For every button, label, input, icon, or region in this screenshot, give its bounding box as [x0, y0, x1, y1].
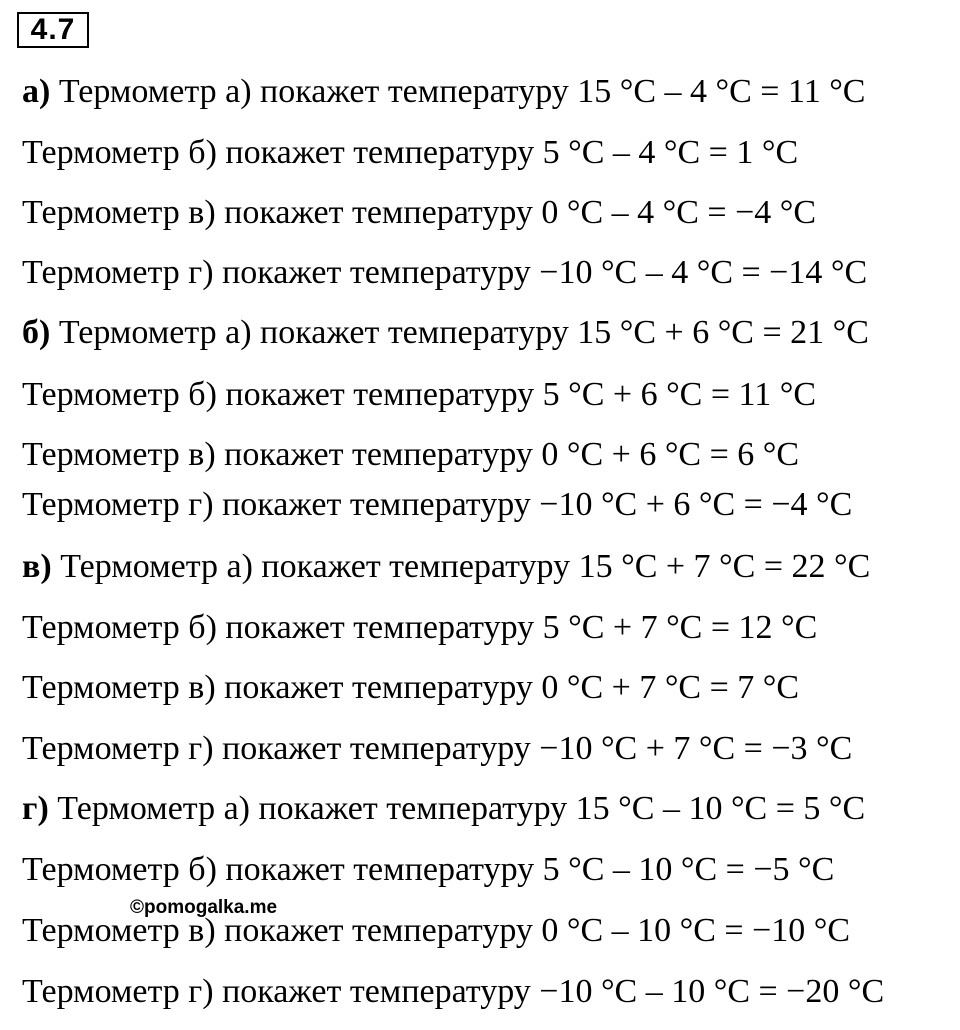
solution-line — [22, 547, 870, 587]
line-text: Термометр г) покажет температуру −10 °С – 10 °С = −20 °С — [22, 973, 885, 1010]
line-text: Термометр в) покажет температуру 0 °С – 10 °С = −10 °С — [22, 912, 851, 949]
line-text: Термометр а) покажет температуру 15 °С – 4 °С = 11 °С — [58, 73, 866, 110]
line-text: Термометр в) покажет температуру 0 °С + 7 °С = 7 °С — [22, 669, 800, 706]
solution-line — [22, 435, 799, 475]
solution-line — [22, 253, 867, 293]
watermark: ©pomogalka.me — [130, 897, 278, 918]
line-text: Термометр г) покажет температуру −10 °С – 4 °С = −14 °С — [22, 254, 868, 291]
task-number: 4.7 — [17, 12, 89, 48]
line-text: Термометр г) покажет температуру −10 °С + 7 °С = −3 °С — [22, 730, 853, 767]
line-text: Термометр б) покажет температуру 5 °С + 6 °С = 11 °С — [22, 376, 817, 413]
line-text: Термометр а) покажет температуру 15 °С – 10 °С = 5 °С — [57, 790, 866, 827]
line-text: Термометр б) покажет температуру 5 °С – 10 °С = −5 °С — [22, 851, 835, 888]
part-label: г) — [22, 790, 49, 827]
line-text: Термометр в) покажет температуру 0 °С + 6 °С = 6 °С — [22, 436, 800, 473]
line-text: Термометр б) покажет температуру 5 °С + 7 °С = 12 °С — [22, 609, 818, 646]
part-label: а) — [22, 73, 51, 110]
solution-line — [22, 972, 884, 1012]
solution-line — [22, 72, 865, 112]
line-text: Термометр а) покажет температуру 15 °С + 7 °С = 22 °С — [60, 548, 871, 585]
solution-line — [22, 729, 852, 769]
solution-line — [22, 133, 798, 173]
part-label: в) — [22, 548, 52, 585]
solution-line — [22, 313, 869, 353]
line-text: Термометр г) покажет температуру −10 °С + 6 °С = −4 °С — [22, 486, 853, 523]
solution-line — [22, 193, 816, 233]
solution-line — [22, 608, 817, 648]
line-text: Термометр а) покажет температуру 15 °С + 6 °С = 21 °С — [58, 314, 869, 351]
solution-line — [22, 789, 865, 829]
solution-line — [22, 850, 834, 890]
line-text: Термометр б) покажет температуру 5 °С – 4 °С = 1 °С — [22, 134, 799, 171]
part-label: б) — [22, 314, 51, 351]
line-text: Термометр в) покажет температуру 0 °С – 4 °С = −4 °С — [22, 194, 817, 231]
solution-line — [22, 485, 852, 525]
solution-line — [22, 668, 799, 708]
solution-line — [22, 375, 816, 415]
